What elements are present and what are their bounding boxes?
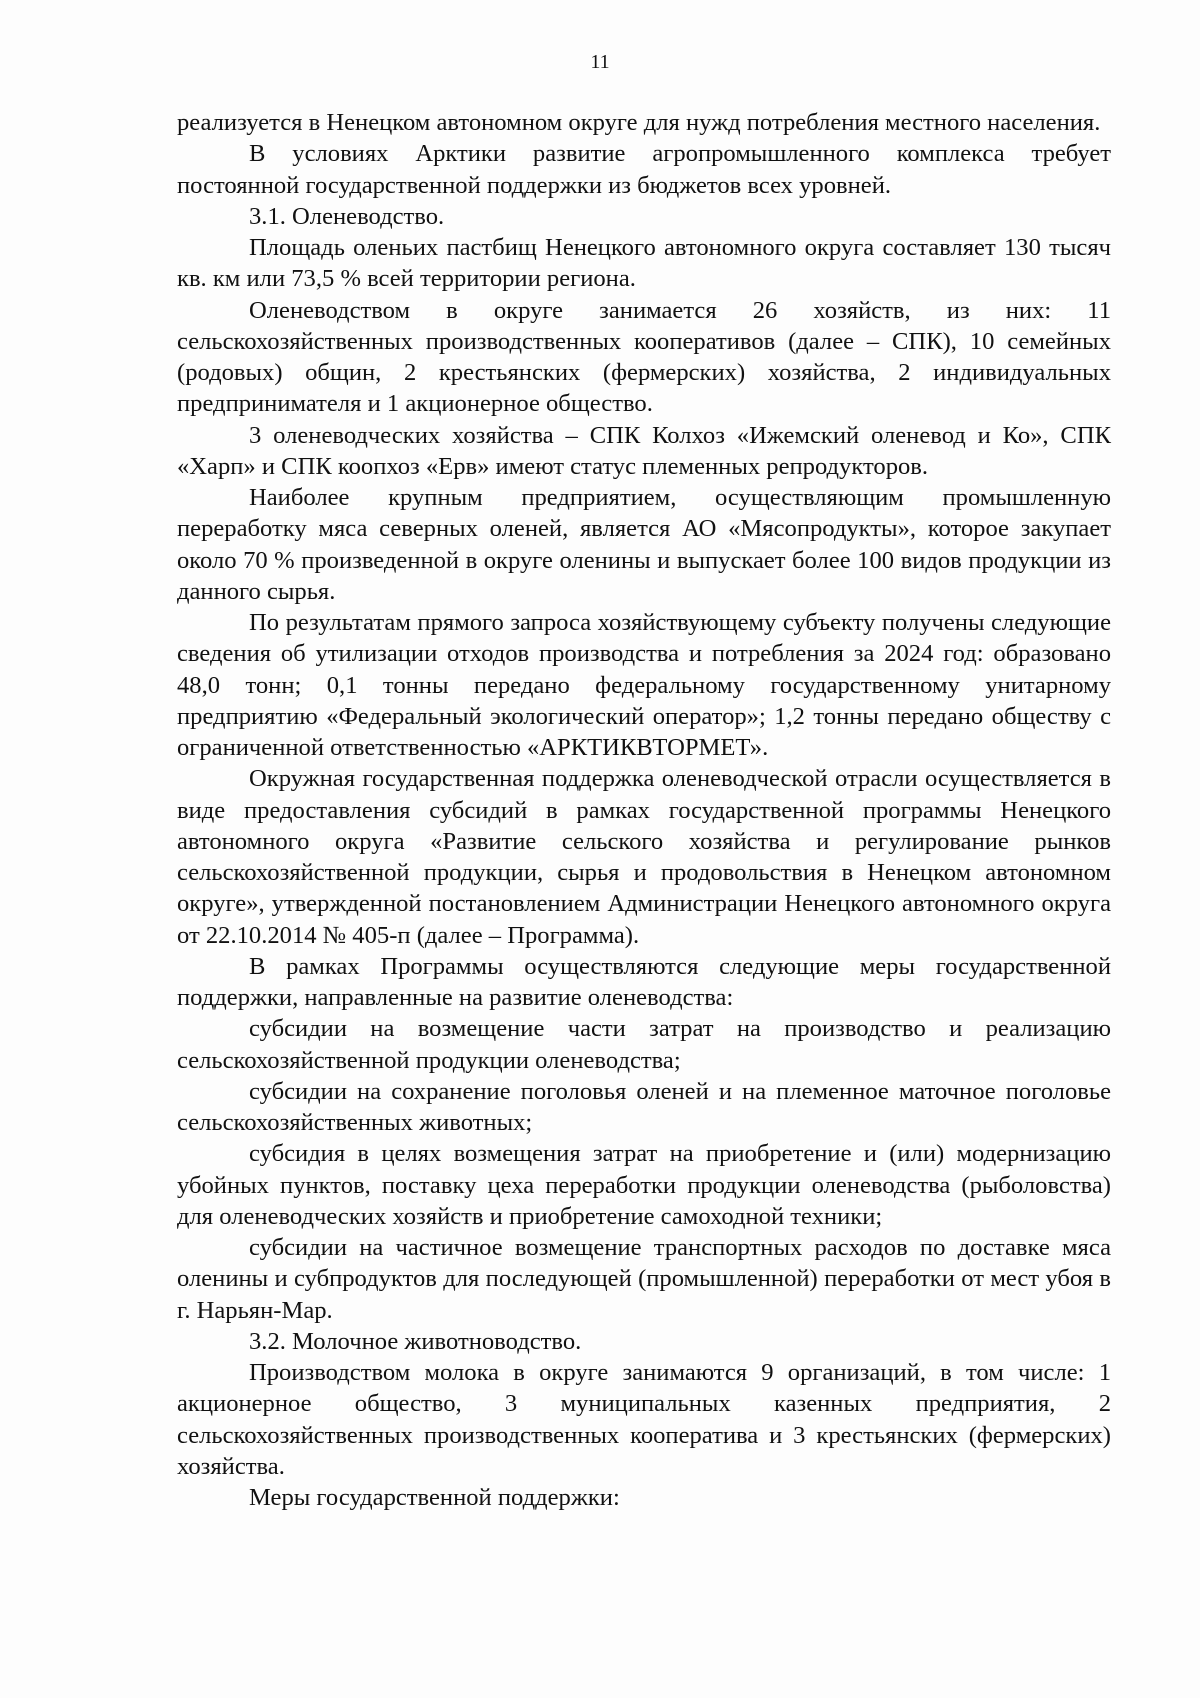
paragraph-farms-count: Оленеводством в округе занимается 26 хозяйств, из них: 11 сельскохозяйственных производственных кооперативов (далее – СПК), 10 семейных (родовых) общин, 2 крестьянских (фермерских) хозяйства, 2 индивидуальных предпринимателя и 1 акционерное общество. bbox=[177, 296, 1111, 418]
paragraph-meat-processing: Наиболее крупным предприятием, осуществляющим промышленную переработку мяса северных оленей, является АО «Мясопродукты», которое закупает около 70 % произведенной в округе оленины и выпускает более 100 видов продукции из данного сырья. bbox=[177, 484, 1111, 605]
paragraph-waste-data: По результатам прямого запроса хозяйствующему субъекту получены следующие сведения об утилизации отходов производства и потребления за 2024 год: образовано 48,0 тонн; 0,1 тонны передано федеральному государственному унитарному предприятию «Федеральный экологический оператор»; 1,2 тонны передано обществу с ограниченной ответственностью «АРКТИКВТОРМЕТ». bbox=[177, 609, 1111, 761]
paragraph-pasture-area: Площадь оленьих пастбищ Ненецкого автономного округа составляет 130 тысяч кв. км или 73,5 % всей территории региона. bbox=[177, 234, 1111, 293]
paragraph-breeding-farms: 3 оленеводческих хозяйства – СПК Колхоз «Ижемский оленевод и Ко», СПК «Харп» и СПК коопхоз «Ерв» имеют статус племенных репродукторов. bbox=[177, 421, 1111, 480]
document-body bbox=[177, 107, 1111, 1513]
paragraph-state-support: Окружная государственная поддержка оленеводческой отрасли осуществляется в виде предоставления субсидий в рамках государственной программы Ненецкого автономного округа «Развитие сельского хозяйства и регулирование рынков сельскохозяйственной продукции, сырья и продовольствия в Ненецком автономном округе», утвержденной постановлением Администрации Ненецкого автономного округа от 22.10.2014 № 405-п (далее – Программа). bbox=[177, 765, 1111, 949]
section-heading-dairy: 3.2. Молочное животноводство. bbox=[249, 1327, 582, 1355]
list-item-subsidy-production: субсидии на возмещение части затрат на производство и реализацию сельскохозяйственной продукции оленеводства; bbox=[177, 1015, 1111, 1074]
paragraph-support-measures-heading: Меры государственной поддержки: bbox=[249, 1484, 620, 1511]
list-item-subsidy-transport: субсидии на частичное возмещение транспортных расходов по доставке мяса оленины и субпродуктов для последующей (промышленной) переработки от мест убоя в г. Нарьян-Мар. bbox=[177, 1234, 1111, 1324]
paragraph-dairy-producers: Производством молока в округе занимаются 9 организаций, в том числе: 1 акционерное общество, 3 муниципальных казенных предприятия, 2 сельскохозяйственных производственных кооператива и 3 крестьянских (фермерских) хозяйства. bbox=[177, 1359, 1111, 1480]
paragraph-support-measures-intro: В рамках Программы осуществляются следующие меры государственной поддержки, направленные на развитие оленеводства: bbox=[177, 952, 1111, 1011]
list-item-subsidy-slaughter: субсидия в целях возмещения затрат на приобретение и (или) модернизацию убойных пунктов, поставку цеха переработки продукции оленеводства (рыболовства) для оленеводческих хозяйств и приобретение самоходной техники; bbox=[177, 1140, 1111, 1230]
section-heading-reindeer: 3.1. Оленеводство. bbox=[249, 202, 445, 230]
paragraph-arctic-support: В условиях Арктики развитие агропромышленного комплекса требует постоянной государственной поддержки из бюджетов всех уровней. bbox=[177, 140, 1111, 199]
page-number: 11 bbox=[590, 51, 610, 73]
paragraph-continuation: реализуется в Ненецком автономном округе для нужд потребления местного населения. bbox=[177, 109, 1101, 136]
list-item-subsidy-livestock: субсидии на сохранение поголовья оленей и на племенное маточное поголовье сельскохозяйственных животных; bbox=[177, 1077, 1111, 1136]
